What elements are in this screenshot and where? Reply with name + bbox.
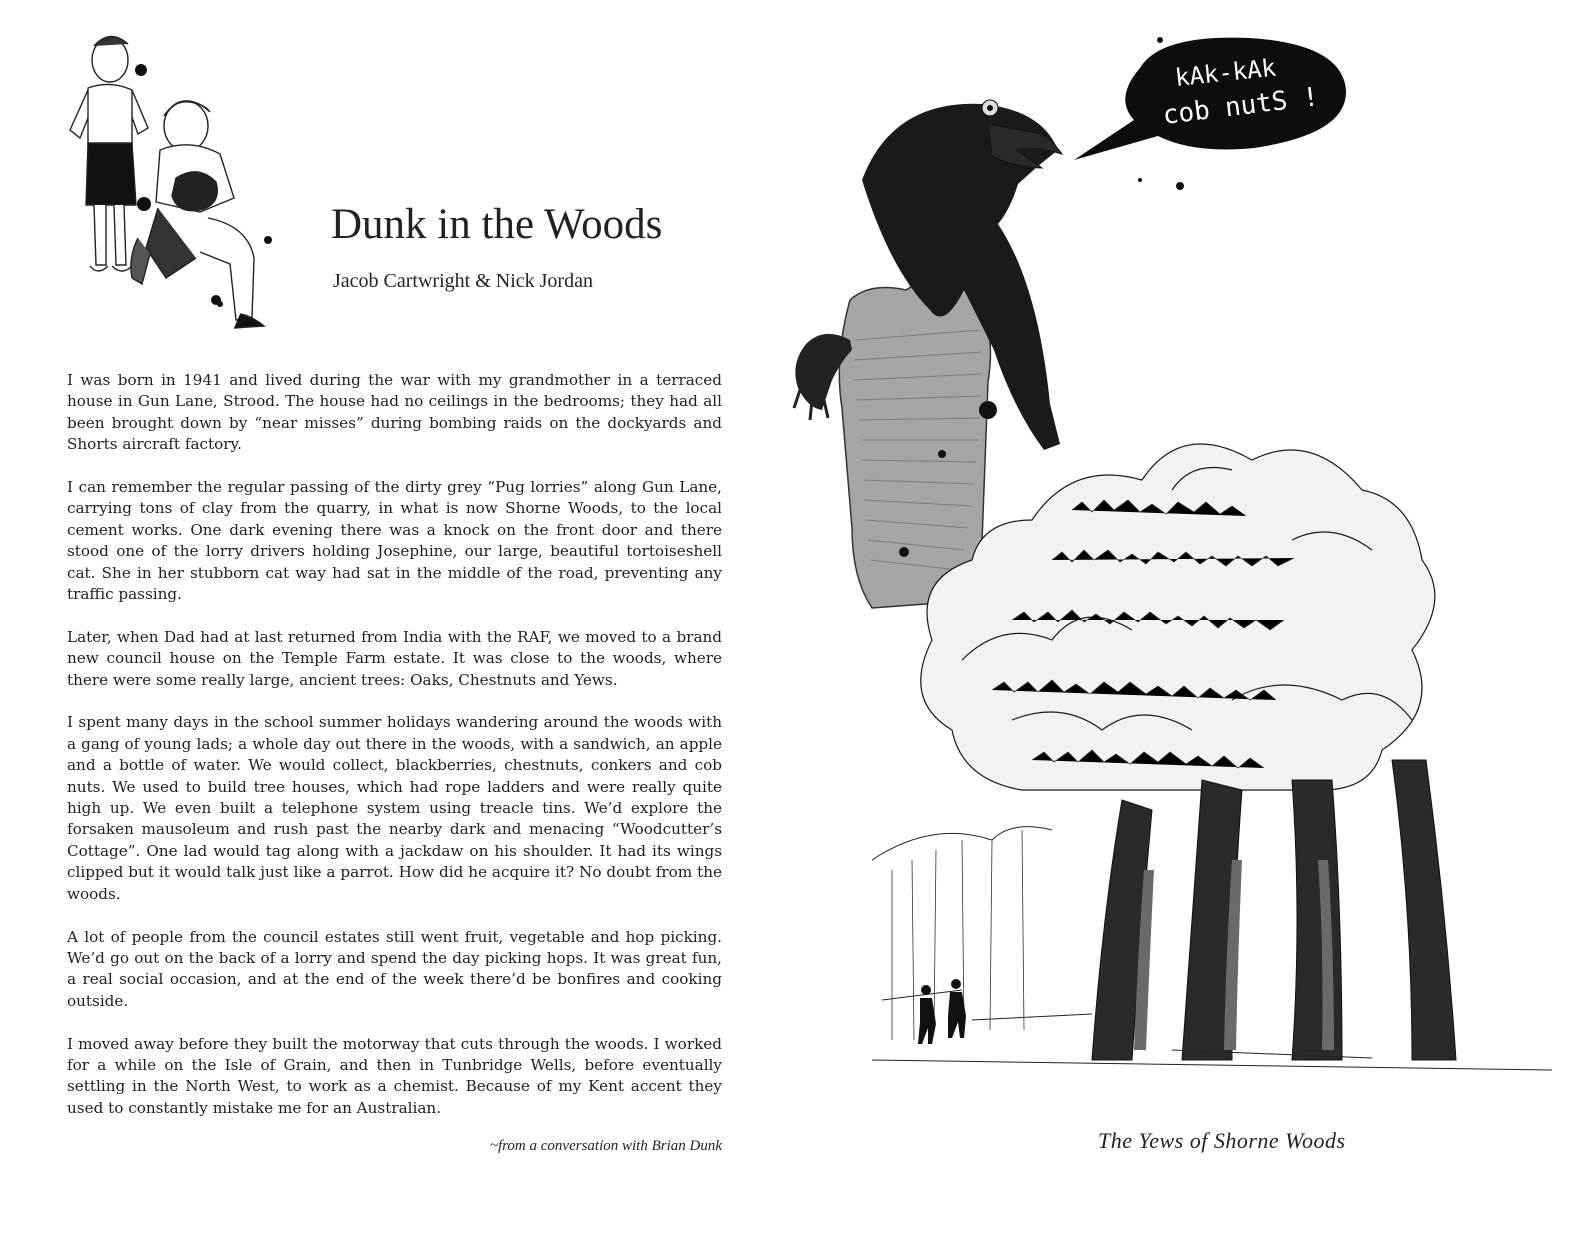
paragraph: I can remember the regular passing of the dirty grey “Pug lorries” along Gun Lane, carrying tons of clay from the quarry, in what is now Shorne Woods, to the local cement works. One dark evening there was a knock on the front door and there stood one of the lorry drivers holding Josephine, our large, beautiful tortoiseshell cat. She in her stubborn cat way had sat in the middle of the road, preventing any traffic passing. (67, 478, 722, 604)
paragraph: Later, when Dad had at last returned from India with the RAF, we moved to a brand new council house on the Temple Farm estate. It was close to the woods, where there were some really large, ancient trees: Oaks, Chestnuts and Yews. (67, 627, 722, 689)
paragraph: I spent many days in the school summer holidays wandering around the woods with a gang of young lads; a whole day out there in the woods, with a sandwich, an apple and a bottle of water. We would collect, blackberries, chestnuts, conkers and cob nuts. We used to build tree houses, which had rope ladders and were really quite high up. We even built a telephone system using treacle tins. We’d explore the forsaken mausoleum and rush past the nearby dark and menacing “Woodcutter’s Cottage”. One lad would tag along with a jackdaw on his shoulder. It had its wings clipped but it would talk just like a parrot. How did he acquire it? No doubt from the woods. (67, 713, 722, 903)
boys-illustration (58, 28, 303, 348)
article-body (67, 370, 722, 1141)
article-attribution: ~from a conversation with Brian Dunk (489, 1138, 722, 1154)
paragraph: A lot of people from the council estates still went fruit, vegetable and hop picking. We’d go out on the back of a lorry and spend the day picking hops. It was great fun, a real social occasion, and at the end of the week there’d be bonfires and cooking outside. (67, 927, 722, 1010)
illustration-caption: The Yews of Shorne Woods (1098, 1128, 1346, 1153)
paragraph: I was born in 1941 and lived during the war with my grandmother in a terraced house in Gun Lane, Strood. The house had no ceilings in the bedrooms; they had all been brought down by “near misses” during bombing raids on the dockyards and Shorts aircraft factory. (67, 371, 722, 454)
speech-bubble (1068, 28, 1368, 198)
speech-bubble-line2: cob nutS ! (1161, 82, 1321, 131)
speech-bubble-line1: kAk-kAk (1173, 53, 1278, 92)
article-title: Dunk in the Woods (331, 201, 663, 248)
yew-trees-illustration (872, 400, 1552, 1100)
paragraph: I moved away before they built the motorway that cuts through the woods. I worked for a while on the Isle of Grain, and then in Tunbridge Wells, before eventually settling in the North West, to work as a chemist. Because of my Kent accent they used to constantly mistake me for an Australian. (67, 1034, 722, 1117)
article-authors: Jacob Cartwright & Nick Jordan (333, 270, 593, 292)
right-page (792, 0, 1584, 1245)
